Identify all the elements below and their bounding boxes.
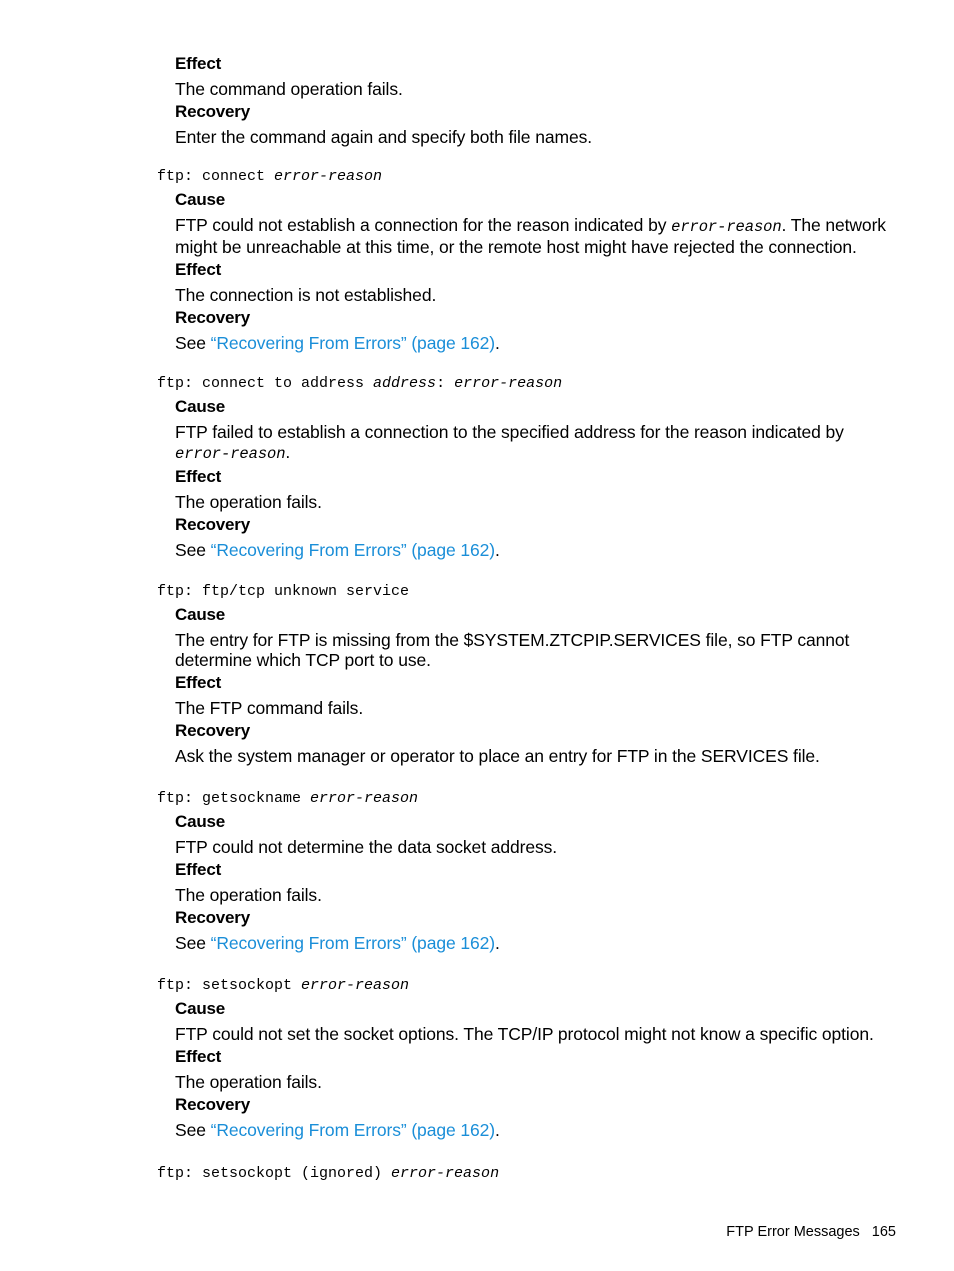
cause-heading: Cause <box>175 605 226 624</box>
message-connect <box>157 167 907 353</box>
intro-section <box>175 54 905 147</box>
page-number: 165 <box>871 1224 896 1240</box>
cause-heading: Cause <box>175 999 226 1018</box>
recovery-text: See “Recovering From Errors” (page 162). <box>175 540 500 560</box>
recovery-heading: Recovery <box>175 515 250 534</box>
footer-section-title: FTP Error Messages <box>726 1224 860 1240</box>
recovery-heading: Recovery <box>175 1095 250 1114</box>
recovery-text: Ask the system manager or operator to place an entry for FTP in the SERVICES file. <box>175 746 820 766</box>
recovery-text: See “Recovering From Errors” (page 162). <box>175 933 500 953</box>
message-unknown-service <box>157 582 907 766</box>
recovering-from-errors-link[interactable]: “Recovering From Errors” (page 162) <box>210 333 495 353</box>
recovering-from-errors-link[interactable]: “Recovering From Errors” (page 162) <box>210 1120 495 1140</box>
cause-heading: Cause <box>175 190 226 209</box>
cause-heading: Cause <box>175 812 226 831</box>
recovery-text: See “Recovering From Errors” (page 162). <box>175 1120 500 1140</box>
effect-heading: Effect <box>175 467 222 486</box>
effect-text: The command operation fails. <box>175 79 403 99</box>
effect-heading: Effect <box>175 54 222 73</box>
recovering-from-errors-link[interactable]: “Recovering From Errors” (page 162) <box>210 540 495 560</box>
recovery-text: See “Recovering From Errors” (page 162). <box>175 333 500 353</box>
effect-text: The operation fails. <box>175 885 322 905</box>
recovering-from-errors-link[interactable]: “Recovering From Errors” (page 162) <box>210 933 495 953</box>
message-code: ftp: ftp/tcp unknown service <box>157 583 410 600</box>
effect-heading: Effect <box>175 673 222 692</box>
message-setsockopt-ignored <box>157 1164 907 1184</box>
cause-text: FTP could not establish a connection for the reason indicated by error-reason. The network might be unreachable at this time, or the remote host might have rejected the connection. <box>175 215 886 257</box>
message-code: ftp: setsockopt (ignored) error-reason <box>157 1165 500 1182</box>
message-code: ftp: getsockname error-reason <box>157 790 419 807</box>
recovery-heading: Recovery <box>175 908 250 927</box>
recovery-text: Enter the command again and specify both file names. <box>175 127 592 147</box>
cause-text: FTP could not determine the data socket address. <box>175 837 558 857</box>
effect-heading: Effect <box>175 860 222 879</box>
cause-text: The entry for FTP is missing from the $SYSTEM.ZTCPIP.SERVICES file, so FTP cannot determine which TCP port to use. <box>175 630 850 670</box>
effect-heading: Effect <box>175 260 222 279</box>
message-code: ftp: connect to address address: error-reason <box>157 375 563 392</box>
effect-text: The connection is not established. <box>175 285 437 305</box>
effect-text: The operation fails. <box>175 1072 322 1092</box>
recovery-heading: Recovery <box>175 721 250 740</box>
cause-heading: Cause <box>175 397 226 416</box>
message-code: ftp: setsockopt error-reason <box>157 977 410 994</box>
message-getsockname <box>157 789 907 953</box>
message-connect-to-address <box>157 374 907 560</box>
recovery-heading: Recovery <box>175 308 250 327</box>
cause-text: FTP failed to establish a connection to the specified address for the reason indicated by error-reason. <box>175 422 844 463</box>
message-setsockopt <box>157 976 907 1140</box>
recovery-heading: Recovery <box>175 102 250 121</box>
effect-text: The operation fails. <box>175 492 322 512</box>
effect-heading: Effect <box>175 1047 222 1066</box>
effect-text: The FTP command fails. <box>175 698 364 718</box>
message-code: ftp: connect error-reason <box>157 168 383 185</box>
page-footer <box>726 1222 896 1242</box>
cause-text: FTP could not set the socket options. The TCP/IP protocol might not know a specific option. <box>175 1024 874 1044</box>
